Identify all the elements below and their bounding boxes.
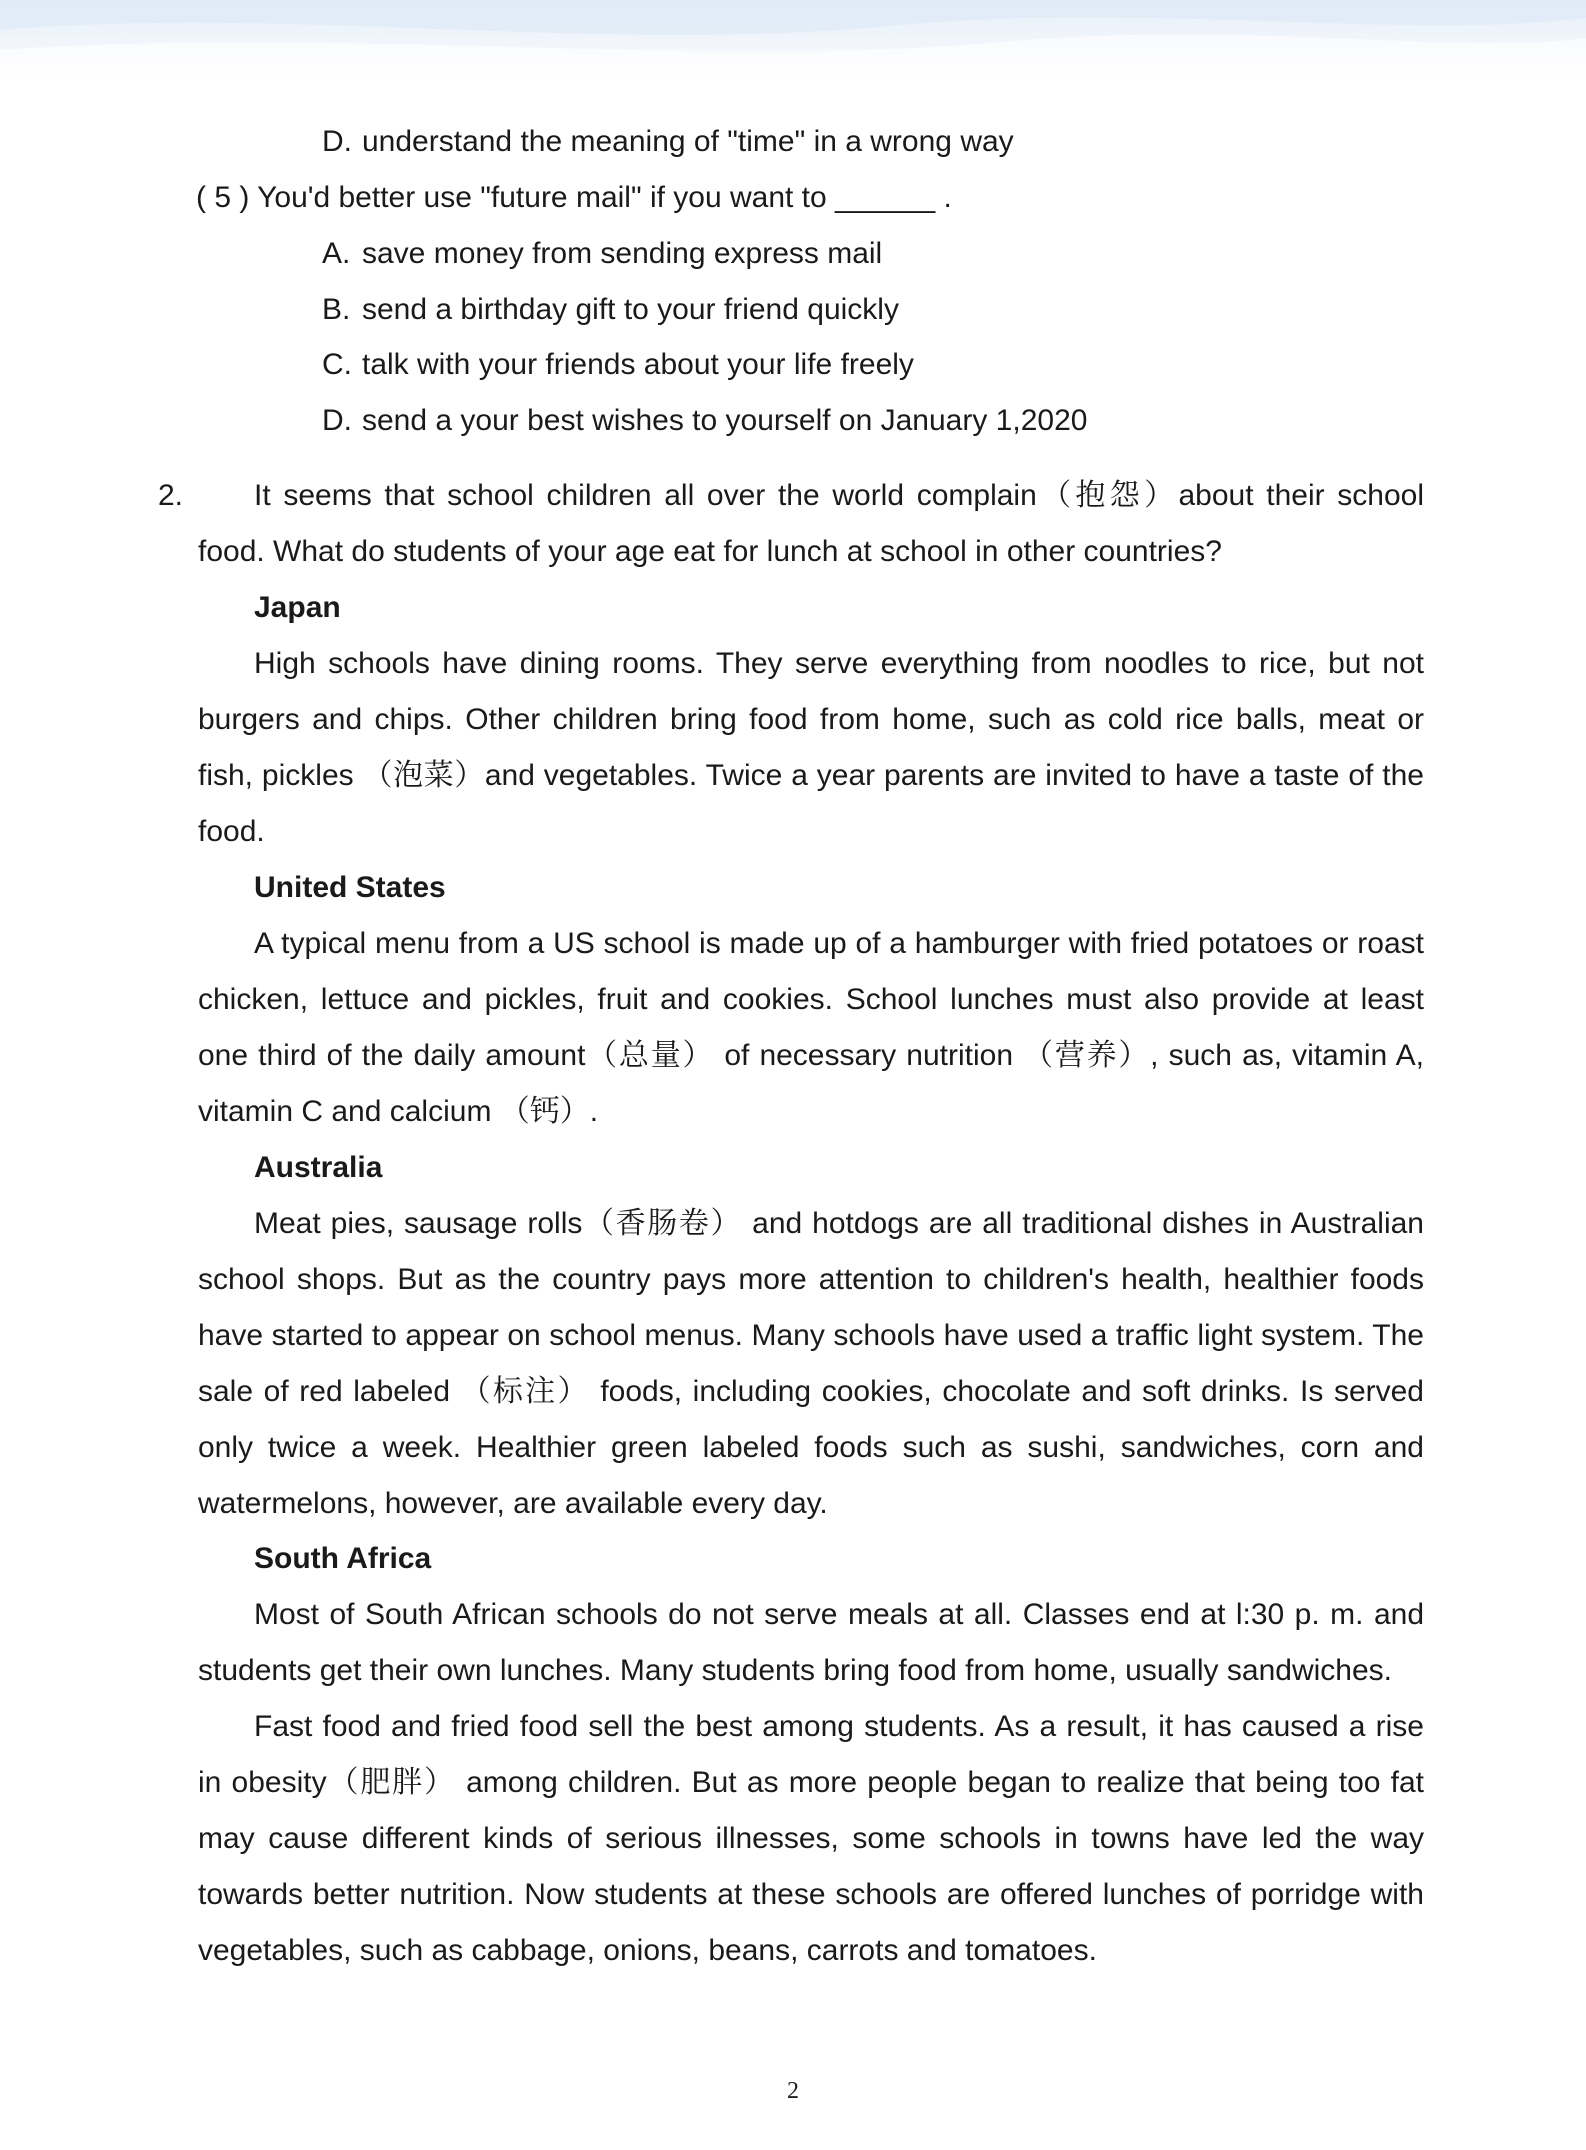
option-text: understand the meaning of "time" in a wrong way xyxy=(362,125,1014,158)
option-letter: B. xyxy=(322,293,351,326)
option-letter: D. xyxy=(322,404,352,437)
section-heading-united-states: United States xyxy=(254,871,446,904)
section-paragraph-south-africa-2: Fast food and fried food sell the best among students. As a result, it has caused a rise in obesity（肥胖） among children. But as more people began to realize that being too fat may cause different kinds of serious illnesses, some schools in towns have led the way towards better nutrition. Now students at these schools are offered lunches of porridge with vegetables, such as cabbage, onions, beans, carrots and tomatoes. xyxy=(198,1710,1424,1967)
option-letter: D. xyxy=(322,125,352,158)
q5-option-c xyxy=(322,343,914,387)
section-paragraph-japan: High schools have dining rooms. They serve everything from noodles to rice, but not burgers and chips. Other children bring food from home, such as cold rice balls, meat or fish, pickles （泡菜）and vegetables. Twice a year parents are invited to have a taste of the food. xyxy=(198,647,1424,848)
option-letter: A. xyxy=(322,237,351,270)
passage-intro: It seems that school children all over the world complain（抱怨）about their school food. What do students of your age eat for lunch at school in other countries? xyxy=(198,479,1424,568)
section-heading-japan: Japan xyxy=(254,591,341,624)
q5-option-a xyxy=(322,232,882,276)
option-text: send a your best wishes to yourself on January 1,2020 xyxy=(362,404,1088,437)
section-paragraph-australia: Meat pies, sausage rolls（香肠卷） and hotdogs are all traditional dishes in Australian school shops. But as the country pays more attention to children's health, healthier foods have started to appear on school menus. Many schools have used a traffic light system. The sale of red labeled （标注） foods, including cookies, chocolate and soft drinks. Is served only twice a week. Healthier green labeled foods such as sushi, sandwiches, corn and watermelons, however, are available every day. xyxy=(198,1207,1424,1520)
q4-option-d xyxy=(322,120,1014,164)
option-text: save money from sending express mail xyxy=(362,237,883,270)
passage-number: 2. xyxy=(158,479,184,512)
q5-option-b xyxy=(322,288,899,332)
option-text: talk with your friends about your life freely xyxy=(362,348,914,381)
wave-decoration xyxy=(0,0,1586,80)
section-heading-south-africa: South Africa xyxy=(254,1542,432,1575)
q5-option-d xyxy=(322,399,1087,443)
page-number: 2 xyxy=(787,2078,799,2104)
header-decoration xyxy=(0,0,1586,80)
section-heading-australia: Australia xyxy=(254,1151,383,1184)
section-paragraph-south-africa-1: Most of South African schools do not serve meals at all. Classes end at l:30 p. m. and students get their own lunches. Many students bring food from home, usually sandwiches. xyxy=(198,1598,1424,1687)
option-letter: C. xyxy=(322,348,352,381)
q5-stem: ( 5 ) You'd better use "future mail" if you want to ______ . xyxy=(196,181,952,214)
section-paragraph-united-states: A typical menu from a US school is made up of a hamburger with fried potatoes or roast chicken, lettuce and pickles, fruit and cookies. School lunches must also provide at least one third of the daily amount（总量） of necessary nutrition （营养）, such as, vitamin A, vitamin C and calcium （钙）. xyxy=(198,927,1424,1128)
option-text: send a birthday gift to your friend quickly xyxy=(362,293,899,326)
